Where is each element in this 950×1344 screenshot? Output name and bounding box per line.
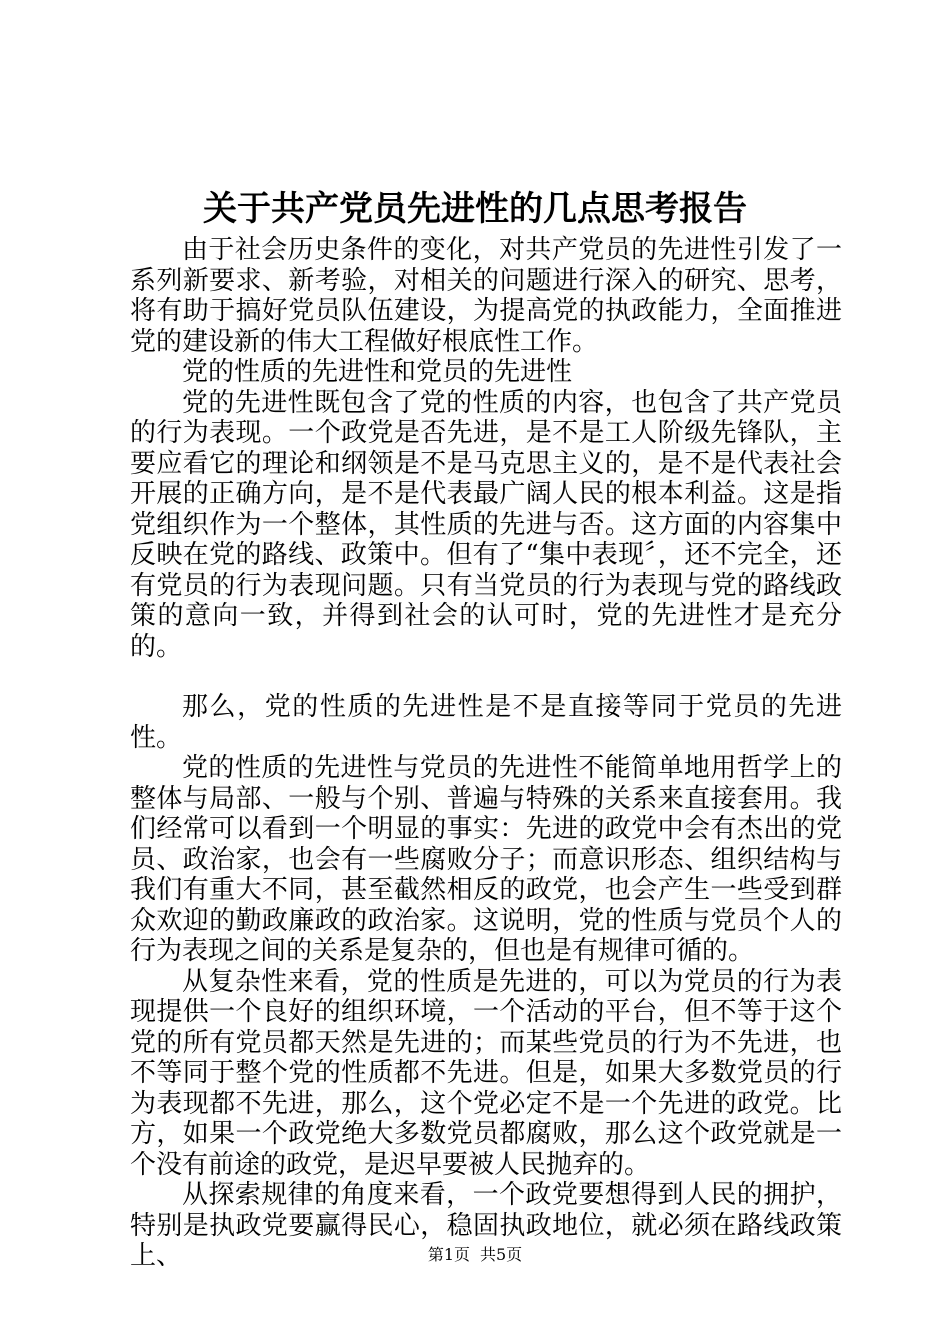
document-body	[130, 235, 842, 1272]
document-title: 关于共产党员先进性的几点思考报告	[203, 189, 747, 229]
section-heading: 党的性质的先进性和党员的先进性	[182, 357, 573, 387]
page-footer	[0, 1244, 950, 1266]
paragraph: 从复杂性来看，党的性质是先进的，可以为党员的行为表现提供一个良好的组织环境，一个活动的平台，但不等于这个党的所有党员都天然是先进的；而某些党员的行为不先进，也不等同于整个党的性质都不先进。但是，如果大多数党员的行为表现都不先进，那么，这个党必定不是一个先进的政党。比方，如果一个政党绝大多数党员都腐败，那么这个政党就是一个没有前途的政党，是迟早要被人民抛弃的。	[130, 966, 842, 1180]
page-number: 第1页	[427, 1245, 470, 1264]
paragraph: 党的先进性既包含了党的性质的内容，也包含了共产党员的行为表现。一个政党是否先进，是不是工人阶级先锋队，主要应看它的理论和纲领是不是马克思主义的，是不是代表社会开展的正确方向，是不是代表最广阔人民的根本利益。这是指党组织作为一个整体，其性质的先进与否。这方面的内容集中反映在党的路线、政策中。但有了“集中表现〞，还不完全，还有党员的行为表现问题。只有当党员的行为表现与党的路线政策的意向一致，并得到社会的认可时，党的先进性才是充分的。	[130, 387, 842, 662]
paragraph: 从探索规律的角度来看，一个政党要想得到人民的拥护，特别是执政党要赢得民心，稳固执政地位，就必须在路线政策上、	[130, 1180, 842, 1271]
paragraph: 那么，党的性质的先进性是不是直接等同于党员的先进性。	[130, 692, 842, 753]
page-total: 共5页	[480, 1245, 523, 1264]
paragraph: 由于社会历史条件的变化，对共产党员的先进性引发了一系列新要求、新考验，对相关的问题进行深入的研究、思考，将有助于搞好党员队伍建设，为提高党的执政能力，全面推进党的建设新的伟大工程做好根底性工作。	[130, 235, 842, 357]
paragraph: 党的性质的先进性与党员的先进性不能简单地用哲学上的整体与局部、一般与个别、普遍与特殊的关系来直接套用。我们经常可以看到一个明显的事实：先进的政党中会有杰出的党员、政治家，也会有一些腐败分子；而意识形态、组织结构与我们有重大不同，甚至截然相反的政党，也会产生一些受到群众欢迎的勤政廉政的政治家。这说明，党的性质与党员个人的行为表现之间的关系是复杂的，但也是有规律可循的。	[130, 753, 842, 966]
